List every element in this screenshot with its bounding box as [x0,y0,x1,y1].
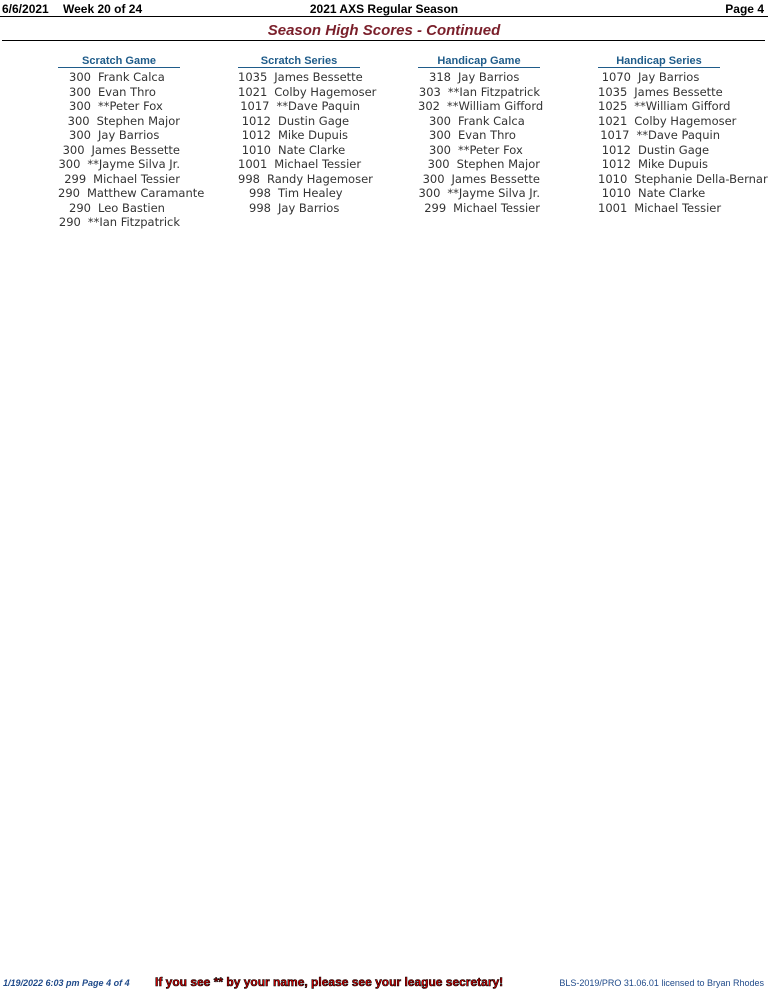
column-scratch-series [238,55,377,215]
score-value: 1012 [601,142,631,157]
score-row [238,99,360,114]
bowler-name: Nate Clarke [278,142,346,157]
bowler-name: James Bessette [91,142,180,157]
score-list [418,70,544,215]
report-week: Week 20 of 24 [63,2,143,16]
score-value: 300 [62,142,85,157]
score-value: 300 [429,113,451,128]
score-value: 1035 [598,84,628,99]
score-row [238,128,360,143]
score-value: 300 [67,113,90,128]
score-value: 1001 [598,200,628,215]
column-scratch-game [58,55,205,230]
score-row [598,171,768,187]
bowler-name: Mike Dupuis [638,157,709,171]
score-list [238,70,377,215]
secretary-notice: If you see ** by your name, please see your league secretary! [155,975,504,989]
software-license: BLS-2019/PRO 31.06.01 licensed to Bryan Rhodes [559,978,764,988]
print-timestamp: 1/19/2022 6:03 pm Page 4 of 4 [3,978,130,988]
bowler-name: **Ian Fitzpatrick [447,84,540,99]
score-row [58,215,180,230]
score-row [418,172,540,187]
score-row [598,186,720,201]
score-value: 1010 [598,171,628,186]
score-row [418,99,544,114]
score-value: 300 [427,157,450,171]
score-row [418,157,540,172]
score-list [58,70,205,230]
bowler-name: Randy Hagemoser [266,171,373,186]
bowler-name: Stephanie Della-Bernar [634,171,768,186]
score-row [598,157,720,172]
score-row [418,114,540,129]
score-value: 1025 [598,99,628,113]
column-title: Scratch Series [238,55,360,68]
bowler-name: Evan Thro [98,84,156,99]
score-value: 299 [424,200,447,215]
bowler-name: **Jayme Silva Jr. [87,157,180,171]
bowler-name: Tim Healey [278,186,343,200]
score-value: 303 [418,84,441,99]
score-value: 1017 [600,128,630,142]
score-row [598,84,723,100]
bowler-name: Michael Tessier [274,157,362,171]
bowler-name: **Jayme Silva Jr. [447,186,540,200]
score-row [238,70,363,85]
bowler-name: Frank Calca [458,113,525,128]
score-value: 290 [58,215,81,229]
score-value: 300 [429,128,451,142]
score-value: 300 [429,142,451,157]
score-value: 302 [418,99,440,113]
bowler-name: Michael Tessier [93,171,180,186]
column-title: Handicap Game [418,55,540,68]
score-row [58,157,180,172]
score-row [418,201,540,216]
bowler-name: Colby Hagemoser [274,84,377,99]
score-value: 1001 [238,157,268,171]
column-handicap-game [418,55,544,215]
score-value: 300 [422,171,445,186]
column-handicap-series [598,55,768,215]
score-row [58,85,180,100]
report-footer [0,975,768,991]
bowler-name: Jay Barrios [458,70,520,84]
bowler-name: Frank Calca [98,70,165,84]
bowler-name: Colby Hagemoser [634,113,737,128]
bowler-name: Stephen Major [96,113,180,128]
report-header [0,0,768,17]
score-row [598,99,731,114]
bowler-name: **William Gifford [446,99,544,113]
report-title: 2021 AXS Regular Season [309,2,459,16]
score-value: 300 [418,186,441,200]
score-value: 290 [58,186,80,200]
score-row [58,99,180,114]
bowler-name: **Dave Paquin [276,99,360,113]
score-row [598,201,720,216]
bowler-name: Michael Tessier [453,200,540,215]
header-divider [2,40,765,41]
score-row [238,84,377,100]
score-row [418,186,540,201]
score-row [58,172,180,187]
score-list [598,70,768,215]
bowler-name: Evan Thro [458,128,516,142]
bowler-name: Jay Barrios [98,128,160,142]
score-value: 1035 [238,70,268,84]
score-row [238,201,360,216]
score-row [598,113,737,129]
bowler-name: James Bessette [451,171,540,186]
score-row [238,157,360,172]
score-value: 300 [69,99,91,113]
score-row [598,70,720,85]
score-row [238,171,373,187]
bowler-name: James Bessette [634,84,723,99]
score-value: 1070 [601,70,631,84]
score-row [58,143,180,158]
score-value: 1010 [601,186,631,200]
score-row [418,85,540,100]
bowler-name: Stephen Major [456,157,540,171]
score-value: 299 [64,171,87,186]
score-row [598,128,720,143]
score-row [238,186,360,201]
bowler-name: James Bessette [274,70,363,84]
bowler-name: Michael Tessier [634,200,722,215]
bowler-name: Matthew Caramante [86,186,205,200]
score-value: 998 [249,186,271,200]
bowler-name: **Peter Fox [98,99,163,113]
report-date: 6/6/2021 [2,2,49,16]
score-row [418,128,540,143]
score-row [58,128,180,143]
bowler-name: Dustin Gage [638,142,710,157]
bowler-name: Mike Dupuis [278,128,349,142]
score-row [238,143,360,158]
score-row [238,114,360,129]
score-row [58,186,205,201]
score-value: 1010 [241,142,271,157]
score-value: 1012 [601,157,631,171]
score-value: 1012 [241,128,271,142]
score-value: 318 [429,70,451,84]
bowler-name: Leo Bastien [98,200,165,215]
column-title: Scratch Game [58,55,180,68]
score-value: 998 [238,171,260,186]
report-page-number: Page 4 [725,2,764,16]
score-value: 300 [69,128,91,142]
score-row [58,201,180,216]
section-subtitle: Season High Scores - Continued [267,22,501,39]
score-row [58,114,180,129]
score-row [418,70,540,85]
bowler-name: **Ian Fitzpatrick [87,215,180,229]
score-value: 290 [69,200,91,215]
score-row [58,70,180,85]
score-value: 300 [58,157,81,171]
bowler-name: Jay Barrios [278,200,340,215]
bowler-name: **Peter Fox [458,142,523,157]
score-row [598,143,720,158]
score-value: 1021 [238,84,268,99]
score-value: 1017 [240,99,270,113]
bowler-name: Jay Barrios [638,70,700,84]
score-value: 998 [249,200,271,215]
score-value: 1012 [241,113,271,128]
score-row [418,143,540,158]
score-value: 300 [69,70,91,84]
bowler-name: Nate Clarke [638,186,706,200]
bowler-name: Dustin Gage [278,113,350,128]
column-title: Handicap Series [598,55,720,68]
bowler-name: **Dave Paquin [636,128,720,142]
score-value: 1021 [598,113,628,128]
bowler-name: **William Gifford [634,99,731,113]
score-value: 300 [69,84,91,99]
